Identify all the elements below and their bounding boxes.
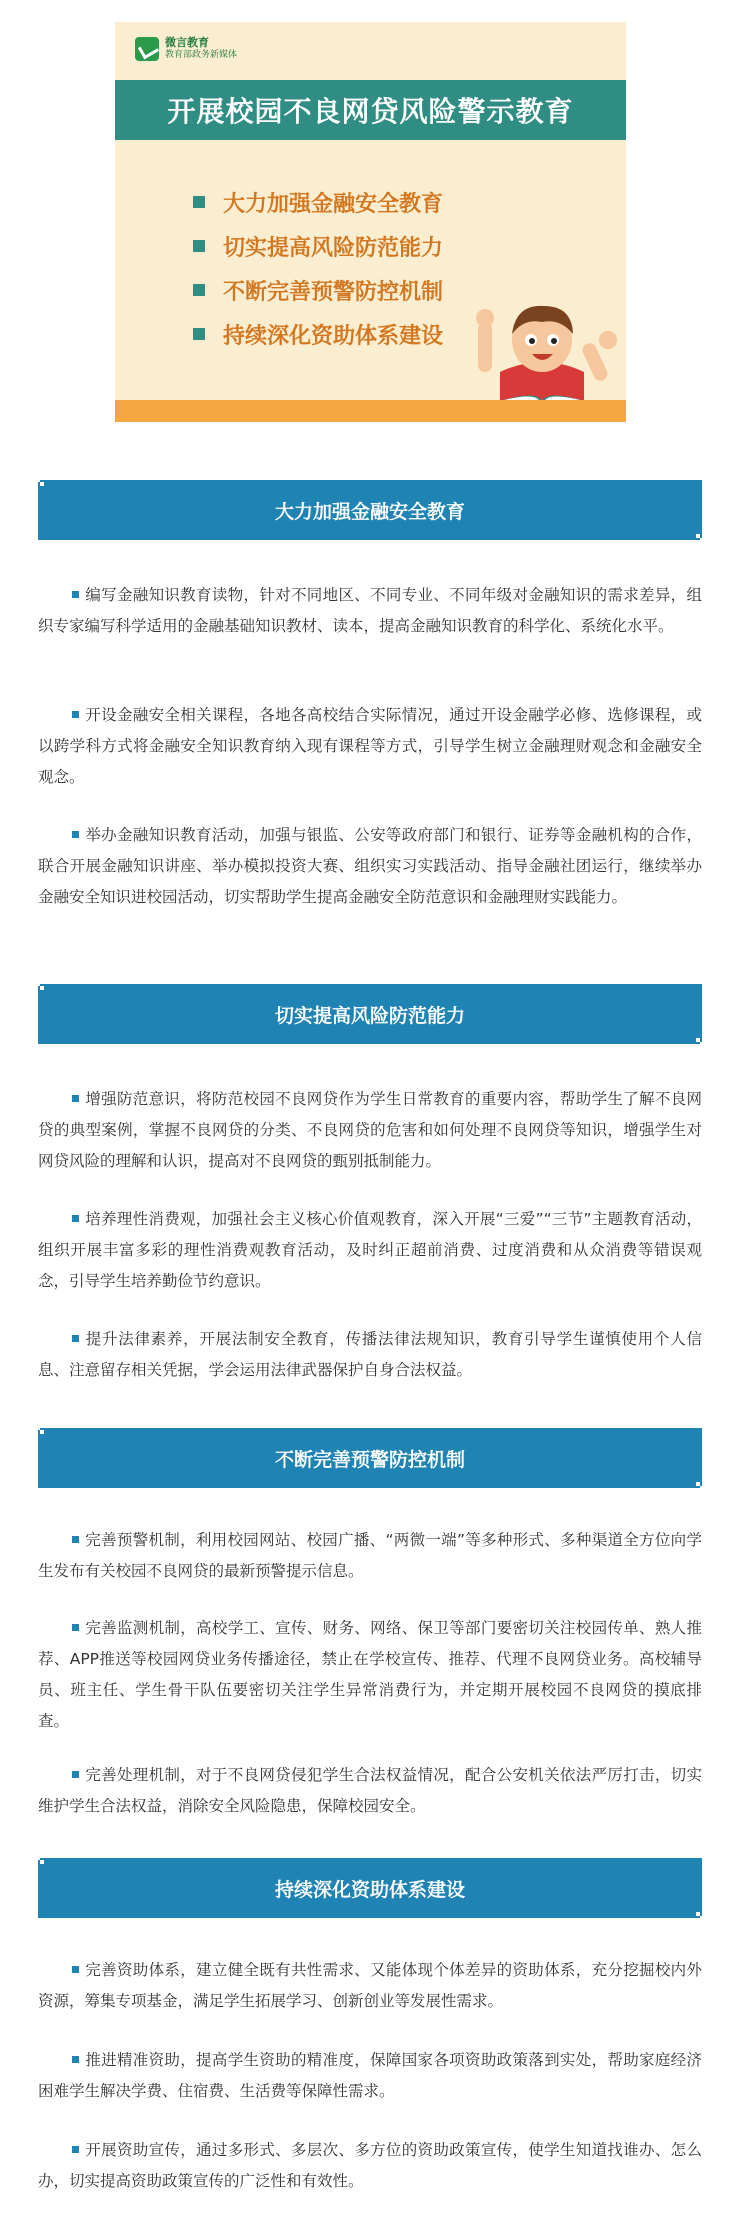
square-bullet-icon [72, 1771, 79, 1778]
section-title: 持续深化资助体系建设 [274, 1878, 465, 1901]
corner-decoration-icon [36, 982, 46, 992]
paragraph: 推进精准资助，提高学生资助的精准度，保障国家各项资助政策落到实处，帮助家庭经济困难学生解决学费、住宿费、生活费等保障性需求。 [38, 2051, 702, 2100]
weiyan-logo [135, 36, 237, 62]
banner-title: 开展校园不良网贷风险警示教育 [167, 95, 574, 128]
section-title: 切实提高风险防范能力 [274, 1004, 465, 1027]
banner-title-bar [115, 80, 626, 140]
header-banner [115, 22, 626, 422]
square-bullet-icon [72, 2146, 79, 2153]
banner-item: 不断完善预警防控机制 [193, 268, 443, 312]
section-header-aid-system [38, 1858, 702, 1918]
paragraph: 完善预警机制，利用校园网站、校园广播、“两微一端”等多种形式、多种渠道全方位向学生发布有关校园不良网贷的最新预警提示信息。 [38, 1531, 702, 1580]
paragraph: 增强防范意识，将防范校园不良网贷作为学生日常教育的重要内容，帮助学生了解不良网贷的典型案例，掌握不良网贷的分类、不良网贷的危害和如何处理不良网贷等知识，增强学生对网贷风险的理解和认识，提高对不良网贷的甄别抵制能力。 [38, 1090, 702, 1170]
paragraph: 编写金融知识教育读物，针对不同地区、不同专业、不同年级对金融知识的需求差异，组织专家编写科学适用的金融基础知识教材、读本，提高金融知识教育的科学化、系统化水平。 [38, 586, 702, 635]
square-bullet-icon [72, 591, 79, 598]
corner-decoration-icon [694, 1910, 704, 1920]
square-bullet-icon [193, 196, 205, 208]
square-bullet-icon [72, 1536, 79, 1543]
paragraph: 完善资助体系，建立健全既有共性需求、又能体现个体差异的资助体系，充分挖掘校内外资源，筹集专项基金，满足学生拓展学习、创新创业等发展性需求。 [38, 1961, 702, 2010]
corner-decoration-icon [694, 532, 704, 542]
square-bullet-icon [72, 1335, 79, 1342]
section-title: 大力加强金融安全教育 [274, 500, 465, 523]
section-header-financial-safety [38, 480, 702, 540]
paragraph: 开展资助宣传，通过多形式、多层次、多方位的资助政策宣传，使学生知道找谁办、怎么办，切实提高资助政策宣传的广泛性和有效性。 [38, 2141, 702, 2190]
square-bullet-icon [193, 284, 205, 296]
square-bullet-icon [193, 328, 205, 340]
square-bullet-icon [72, 2056, 79, 2063]
logo-icon [135, 37, 159, 61]
logo-name: 微言教育 [165, 36, 209, 49]
logo-subtitle: 教育部政务新媒体 [165, 50, 238, 60]
square-bullet-icon [72, 1095, 79, 1102]
paragraph: 开设金融安全相关课程，各地各高校结合实际情况，通过开设金融学必修、选修课程，或以跨学科方式将金融安全知识教育纳入现有课程等方式，引导学生树立金融理财观念和金融安全观念。 [38, 706, 702, 786]
corner-decoration-icon [36, 1856, 46, 1866]
section-header-warning-mechanism [38, 1428, 702, 1488]
corner-decoration-icon [694, 1480, 704, 1490]
paragraph: 培养理性消费观，加强社会主义核心价值观教育，深入开展“三爱”“三节”主题教育活动，组织开展丰富多彩的理性消费观教育活动，及时纠正超前消费、过度消费和从众消费等错误观念，引导学生培养勤俭节约意识。 [38, 1210, 702, 1290]
banner-list [193, 180, 443, 356]
paragraph: 完善监测机制，高校学工、宣传、财务、网络、保卫等部门要密切关注校园传单、熟人推荐、APP推送等校园网贷业务传播途径，禁止在学校宣传、推荐、代理不良网贷业务。高校辅导员、班主任、学生骨干队伍要密切关注学生异常消费行为，并定期开展校园不良网贷的摸底排查。 [38, 1619, 702, 1730]
corner-decoration-icon [36, 478, 46, 488]
square-bullet-icon [193, 240, 205, 252]
square-bullet-icon [72, 711, 79, 718]
paragraph: 完善处理机制，对于不良网贷侵犯学生合法权益情况，配合公安机关依法严厉打击，切实维护学生合法权益，消除安全风险隐患，保障校园安全。 [38, 1766, 702, 1815]
banner-item: 持续深化资助体系建设 [193, 312, 443, 356]
paragraph: 举办金融知识教育活动，加强与银监、公安等政府部门和银行、证券等金融机构的合作，联合开展金融知识讲座、举办模拟投资大赛、组织实习实践活动、指导金融社团运行，继续举办金融安全知识进校园活动，切实帮助学生提高金融安全防范意识和金融理财实践能力。 [38, 826, 702, 906]
corner-decoration-icon [36, 1426, 46, 1436]
square-bullet-icon [72, 831, 79, 838]
paragraph: 提升法律素养，开展法制安全教育，传播法律法规知识，教育引导学生谨慎使用个人信息、注意留存相关凭据，学会运用法律武器保护自身合法权益。 [38, 1330, 702, 1379]
banner-bottom-strip [115, 400, 626, 422]
banner-item: 切实提高风险防范能力 [193, 224, 443, 268]
square-bullet-icon [72, 1215, 79, 1222]
square-bullet-icon [72, 1624, 79, 1631]
section-title: 不断完善预警防控机制 [274, 1448, 465, 1471]
corner-decoration-icon [694, 1036, 704, 1046]
section-header-risk-prevention [38, 984, 702, 1044]
square-bullet-icon [72, 1966, 79, 1973]
banner-item: 大力加强金融安全教育 [193, 180, 443, 224]
